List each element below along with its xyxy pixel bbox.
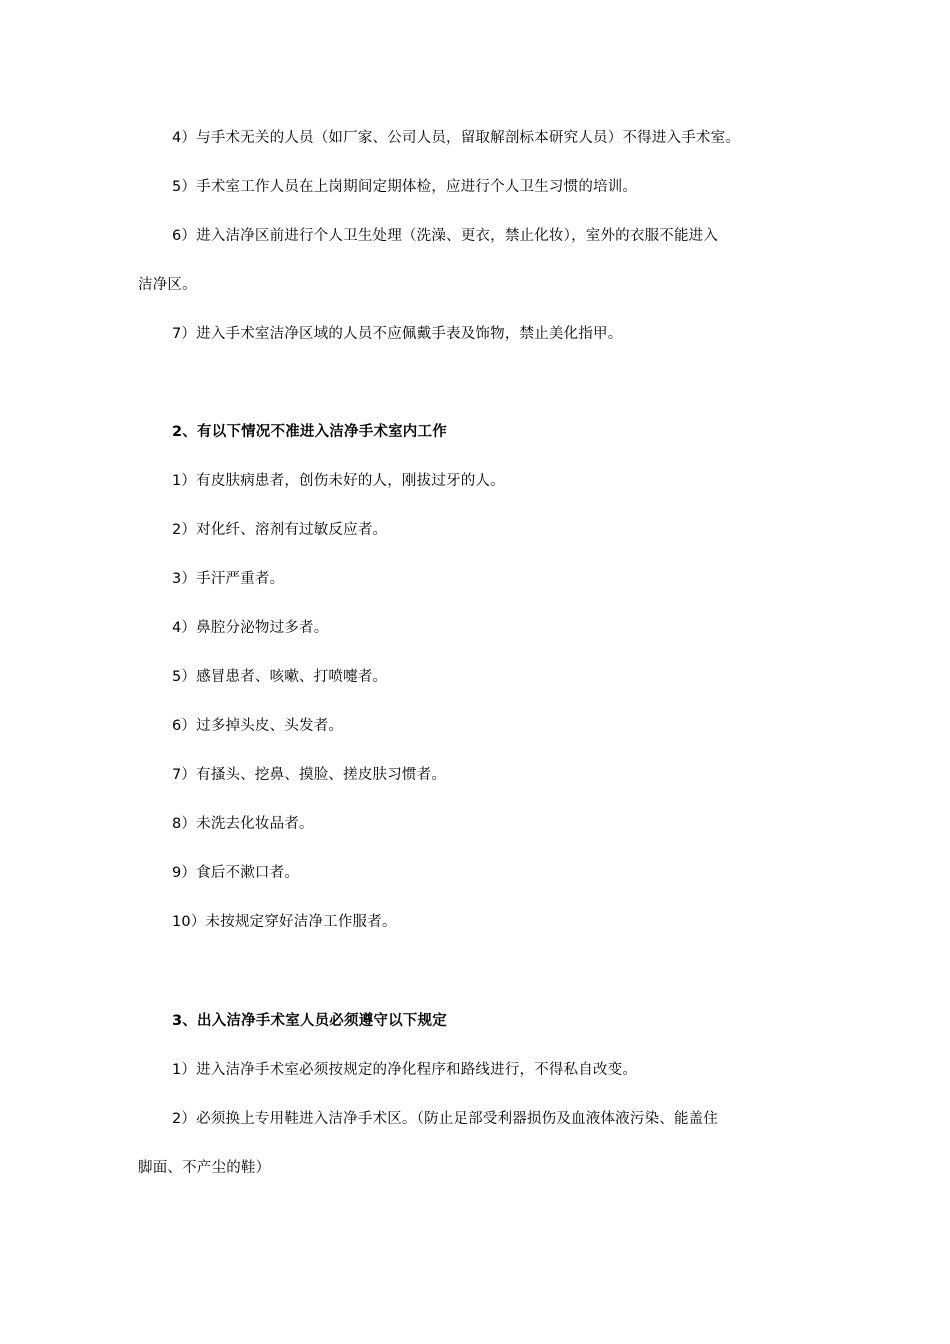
entry-rule-item-1: 1）进入洁净手术室必须按规定的净化程序和路线进行，不得私自改变。 [172, 1062, 638, 1078]
restriction-item-8: 8）未洗去化妆品者。 [172, 816, 314, 832]
entry-rule-item-2-continued: 脚面、不产尘的鞋） [138, 1160, 271, 1176]
section-2-heading: 2、有以下情况不准进入洁净手术室内工作 [172, 424, 447, 440]
restriction-item-5: 5）感冒患者、咳嗽、打喷嚏者。 [172, 669, 388, 685]
restriction-item-3: 3）手汗严重者。 [172, 571, 285, 587]
restriction-item-9: 9）食后不漱口者。 [172, 865, 300, 881]
restriction-item-2: 2）对化纤、溶剂有过敏反应者。 [172, 522, 388, 538]
section-3-heading: 3、出入洁净手术室人员必须遵守以下规定 [172, 1013, 447, 1029]
rule-item-4: 4）与手术无关的人员（如厂家、公司人员，留取解剖标本研究人员）不得进入手术室。 [172, 130, 741, 146]
rule-item-6-continued: 洁净区。 [138, 277, 197, 293]
rule-item-7: 7）进入手术室洁净区域的人员不应佩戴手表及饰物，禁止美化指甲。 [172, 326, 623, 342]
restriction-item-4: 4）鼻腔分泌物过多者。 [172, 620, 329, 636]
rule-item-6: 6）进入洁净区前进行个人卫生处理（洗澡、更衣，禁止化妆），室外的衣服不能进入 [172, 228, 719, 244]
restriction-item-1: 1）有皮肤病患者，创伤未好的人，刚拔过牙的人。 [172, 473, 505, 489]
restriction-item-7: 7）有搔头、挖鼻、摸脸、搓皮肤习惯者。 [172, 767, 447, 783]
rule-item-5: 5）手术室工作人员在上岗期间定期体检，应进行个人卫生习惯的培训。 [172, 179, 638, 195]
restriction-item-6: 6）过多掉头皮、头发者。 [172, 718, 344, 734]
restriction-item-10: 10）未按规定穿好洁净工作服者。 [172, 914, 397, 930]
entry-rule-item-2: 2）必须换上专用鞋进入洁净手术区。（防止足部受利器损伤及血液体液污染、能盖住 [172, 1111, 719, 1127]
